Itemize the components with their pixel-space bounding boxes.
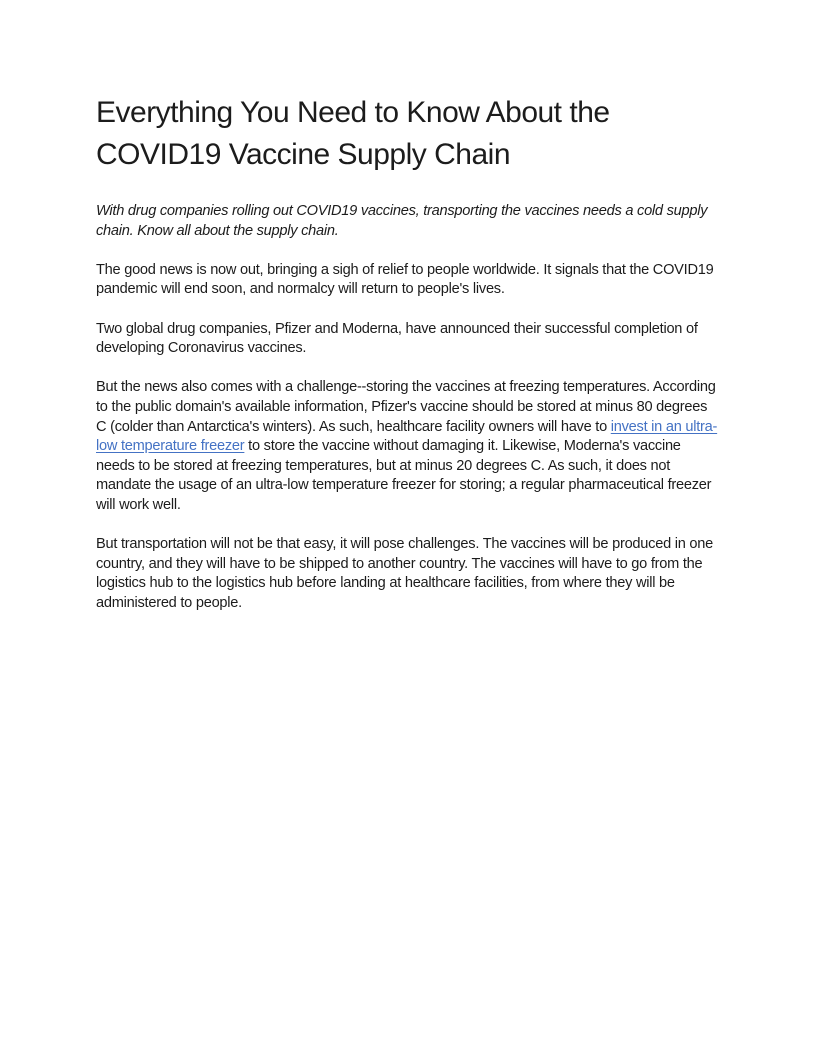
article-standfirst: With drug companies rolling out COVID19 vaccines, transporting the vaccines needs a cold supply chain. Know all about the supply chain.: [96, 203, 708, 239]
paragraph-good-news: The good news is now out, bringing a sigh of relief to people worldwide. It signals that the COVID19 pandemic will end soon, and normalcy will return to people's lives.: [96, 261, 714, 298]
paragraph-storage-challenge: [96, 378, 720, 515]
article-title: Everything You Need to Know About the COVID19 Vaccine Supply Chain: [96, 96, 610, 171]
paragraph-drug-companies: Two global drug companies, Pfizer and Moderna, have announced their successful completion of developing Coronavirus vaccines.: [96, 320, 698, 357]
ultra-low-temperature-freezer-link[interactable]: invest in an ultra-low temperature freezer: [96, 418, 718, 455]
paragraph-storage-text-before-link: But the news also comes with a challenge--storing the vaccines at freezing temperatures. According to the public domain's available information, Pfizer's vaccine should be stored at minus 80 degrees C (colder than Antarctica's winters). As such, healthcare facility owners will have to: [96, 379, 716, 435]
paragraph-storage-text-after-link: to store the vaccine without damaging it. Likewise, Moderna's vaccine needs to be stored at freezing temperatures, but at minus 20 degrees C. As such, it does not mandate the usage of an ultra-low temperature freezer for storing; a regular pharmaceutical freezer will work well.: [96, 438, 712, 513]
paragraph-transportation: But transportation will not be that easy, it will pose challenges. The vaccines will be produced in one country, and they will have to be shipped to another country. The vaccines will have to go from the logistics hub to the logistics hub before landing at healthcare facilities, from where they will be administered to people.: [96, 536, 714, 611]
